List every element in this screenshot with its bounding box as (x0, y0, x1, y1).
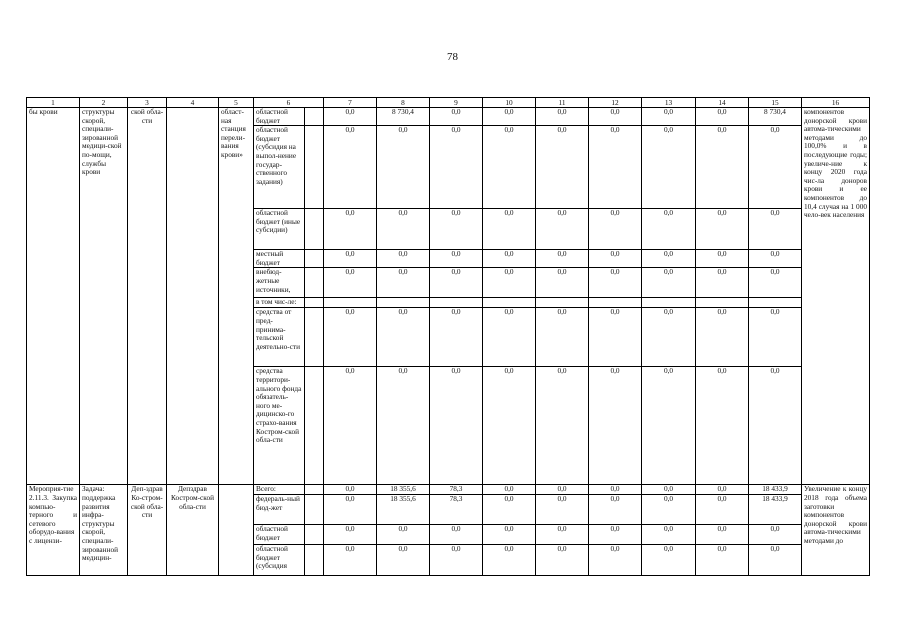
value-cell: 0,0 (377, 308, 430, 367)
value-cell: 0,0 (483, 308, 536, 367)
value-cell: 0,0 (430, 108, 483, 126)
value-cell: 0,0 (483, 494, 536, 524)
value-cell: 0,0 (483, 544, 536, 575)
value-cell: 8 730,4 (749, 108, 802, 126)
funding-source-cell: областной бюджет (субсидия (254, 544, 305, 575)
task-cell: структуры скорой, специали-зированной медици-ской по-мощи, службы крови (80, 108, 128, 485)
value-cell: 0,0 (642, 308, 696, 367)
value-cell: 0,0 (536, 308, 589, 367)
event-name-cell: бы крови (27, 108, 80, 485)
value-cell: 0,0 (483, 126, 536, 209)
value-cell: 0,0 (696, 268, 749, 298)
value-cell: 0,0 (589, 209, 642, 250)
funding-source-cell: в том чис-ле: (254, 298, 305, 308)
spacer-cell (305, 308, 324, 367)
value-cell: 0,0 (536, 524, 589, 544)
spacer-cell (305, 524, 324, 544)
value-cell: 0,0 (589, 494, 642, 524)
funding-source-cell: местный бюджет (254, 250, 305, 268)
value-cell: 0,0 (696, 250, 749, 268)
value-cell (536, 298, 589, 308)
value-cell: 0,0 (642, 108, 696, 126)
value-cell: 0,0 (749, 524, 802, 544)
value-cell: 0,0 (536, 268, 589, 298)
funding-source-cell: областной бюджет (субсидия на выпол-нение государ-ственного задания) (254, 126, 305, 209)
value-cell: 0,0 (377, 544, 430, 575)
funding-source-cell: средства от пред-принима-тельской деятельно-сти (254, 308, 305, 367)
value-cell: 0,0 (696, 108, 749, 126)
value-cell: 0,0 (642, 268, 696, 298)
value-cell: 0,0 (589, 308, 642, 367)
value-cell: 0,0 (483, 250, 536, 268)
value-cell: 0,0 (324, 108, 377, 126)
value-cell: 0,0 (589, 268, 642, 298)
value-cell: 0,0 (749, 308, 802, 367)
spacer-cell (305, 108, 324, 126)
header-cell: 16 (802, 98, 870, 108)
value-cell: 0,0 (749, 367, 802, 485)
value-cell: 0,0 (589, 250, 642, 268)
page-number: 78 (447, 51, 458, 63)
value-cell: 0,0 (483, 209, 536, 250)
value-cell: 0,0 (430, 367, 483, 485)
value-cell: 0,0 (589, 485, 642, 495)
funding-source-cell: областной бюджет (254, 108, 305, 126)
value-cell (589, 298, 642, 308)
value-cell: 0,0 (642, 126, 696, 209)
value-cell: 0,0 (536, 367, 589, 485)
value-cell: 0,0 (324, 524, 377, 544)
value-cell (749, 298, 802, 308)
spacer-cell (305, 367, 324, 485)
value-cell: 0,0 (589, 108, 642, 126)
value-cell: 0,0 (483, 485, 536, 495)
value-cell: 0,0 (589, 544, 642, 575)
value-cell: 0,0 (536, 209, 589, 250)
header-cell: 15 (749, 98, 802, 108)
header-cell: 2 (80, 98, 128, 108)
funding-source-cell: областной бюджет (иные субсидии) (254, 209, 305, 250)
value-cell (696, 298, 749, 308)
value-cell: 18 433,9 (749, 485, 802, 495)
value-cell: 0,0 (324, 494, 377, 524)
funding-source-cell: внебюд-жетные источники, (254, 268, 305, 298)
coexecutor-cell (167, 108, 219, 485)
value-cell: 0,0 (749, 268, 802, 298)
participant-cell: област-ная станция перели-вания крови» (219, 108, 254, 485)
value-cell: 0,0 (483, 268, 536, 298)
value-cell: 0,0 (696, 126, 749, 209)
value-cell: 0,0 (377, 209, 430, 250)
value-cell: 0,0 (536, 250, 589, 268)
value-cell: 0,0 (536, 126, 589, 209)
value-cell: 0,0 (430, 544, 483, 575)
value-cell: 0,0 (696, 308, 749, 367)
value-cell: 0,0 (430, 126, 483, 209)
header-cell: 6 (254, 98, 324, 108)
value-cell: 0,0 (324, 250, 377, 268)
value-cell: 0,0 (324, 126, 377, 209)
value-cell: 0,0 (483, 108, 536, 126)
value-cell (483, 298, 536, 308)
header-cell: 4 (167, 98, 219, 108)
value-cell: 0,0 (536, 108, 589, 126)
funding-source-cell: Всего: (254, 485, 305, 495)
value-cell: 0,0 (696, 544, 749, 575)
value-cell: 0,0 (589, 367, 642, 485)
value-cell: 0,0 (324, 367, 377, 485)
table-row (27, 108, 870, 126)
value-cell: 0,0 (536, 485, 589, 495)
value-cell: 0,0 (696, 524, 749, 544)
responsible-cell: Деп-здрав Ко-стром-ской обла-сти (128, 485, 167, 576)
value-cell (377, 298, 430, 308)
value-cell: 0,0 (430, 250, 483, 268)
responsible-cell: ской обла-сти (128, 108, 167, 485)
value-cell: 0,0 (377, 126, 430, 209)
header-cell: 7 (324, 98, 377, 108)
value-cell: 0,0 (696, 494, 749, 524)
spacer-cell (305, 494, 324, 524)
value-cell: 18 355,6 (377, 494, 430, 524)
spacer-cell (305, 544, 324, 575)
value-cell: 0,0 (642, 544, 696, 575)
value-cell: 0,0 (430, 268, 483, 298)
value-cell: 0,0 (430, 524, 483, 544)
header-cell: 12 (589, 98, 642, 108)
value-cell: 0,0 (536, 544, 589, 575)
value-cell: 0,0 (377, 268, 430, 298)
value-cell: 0,0 (749, 544, 802, 575)
header-cell: 11 (536, 98, 589, 108)
spacer-cell (305, 268, 324, 298)
header-cell: 3 (128, 98, 167, 108)
table-row (27, 485, 870, 495)
value-cell: 0,0 (749, 126, 802, 209)
header-cell: 9 (430, 98, 483, 108)
value-cell: 0,0 (749, 250, 802, 268)
coexecutor-cell: Депздрав Костром-ской обла-сти (167, 485, 219, 576)
spacer-cell (305, 209, 324, 250)
value-cell: 0,0 (324, 485, 377, 495)
value-cell: 0,0 (324, 544, 377, 575)
task-cell: Задача: поддержка развития инфра-структуры скорой, специали-зированной медицин- (80, 485, 128, 576)
value-cell: 0,0 (430, 308, 483, 367)
value-cell: 0,0 (430, 209, 483, 250)
participant-cell (219, 485, 254, 576)
value-cell: 0,0 (483, 524, 536, 544)
value-cell: 0,0 (696, 209, 749, 250)
value-cell: 0,0 (642, 524, 696, 544)
spacer-cell (305, 298, 324, 308)
spacer-cell (305, 250, 324, 268)
header-cell: 1 (27, 98, 80, 108)
header-cell: 14 (696, 98, 749, 108)
value-cell: 0,0 (642, 367, 696, 485)
value-cell: 0,0 (324, 308, 377, 367)
value-cell: 0,0 (696, 367, 749, 485)
funding-source-cell: федераль-ный бюд-жет (254, 494, 305, 524)
value-cell: 0,0 (483, 367, 536, 485)
value-cell (324, 298, 377, 308)
header-cell: 8 (377, 98, 430, 108)
value-cell: 78,3 (430, 494, 483, 524)
value-cell: 0,0 (642, 209, 696, 250)
value-cell: 0,0 (642, 494, 696, 524)
value-cell: 0,0 (589, 524, 642, 544)
header-row (27, 98, 870, 108)
value-cell: 0,0 (377, 250, 430, 268)
program-table (26, 97, 870, 576)
value-cell (642, 298, 696, 308)
header-cell: 5 (219, 98, 254, 108)
value-cell: 0,0 (377, 524, 430, 544)
expected-result-cell: Увеличение к концу 2018 года объема заготовки компонентов донорской крови автома-тическими методами до (802, 485, 870, 576)
value-cell (430, 298, 483, 308)
event-name-cell: Мероприя-тие 2.11.3. Закупка компью-терного и сетевого оборудо-вания с лицензи- (27, 485, 80, 576)
value-cell: 0,0 (749, 209, 802, 250)
value-cell: 8 730,4 (377, 108, 430, 126)
header-cell: 10 (483, 98, 536, 108)
spacer-cell (305, 126, 324, 209)
expected-result-cell: компонентов донорской крови автома-тическими методами до 100,0% и в последующие годы; увеличе-ние к концу 2020 года чис-ла доноров крови и ее компонентов до 10,4 случая на 1 000 чело-век населения (802, 108, 870, 485)
value-cell: 18 433,9 (749, 494, 802, 524)
value-cell: 0,0 (377, 367, 430, 485)
value-cell: 0,0 (642, 485, 696, 495)
value-cell: 0,0 (324, 209, 377, 250)
value-cell: 0,0 (324, 268, 377, 298)
value-cell: 0,0 (589, 126, 642, 209)
header-cell: 13 (642, 98, 696, 108)
spacer-cell (305, 485, 324, 495)
value-cell: 0,0 (696, 485, 749, 495)
funding-source-cell: средства территори-ального фонда обязатель-ного ме-дицинско-го страхо-вания Костром-ской обла-сти (254, 367, 305, 485)
value-cell: 18 355,6 (377, 485, 430, 495)
value-cell: 78,3 (430, 485, 483, 495)
value-cell: 0,0 (642, 250, 696, 268)
value-cell: 0,0 (536, 494, 589, 524)
funding-source-cell: областной бюджет (254, 524, 305, 544)
